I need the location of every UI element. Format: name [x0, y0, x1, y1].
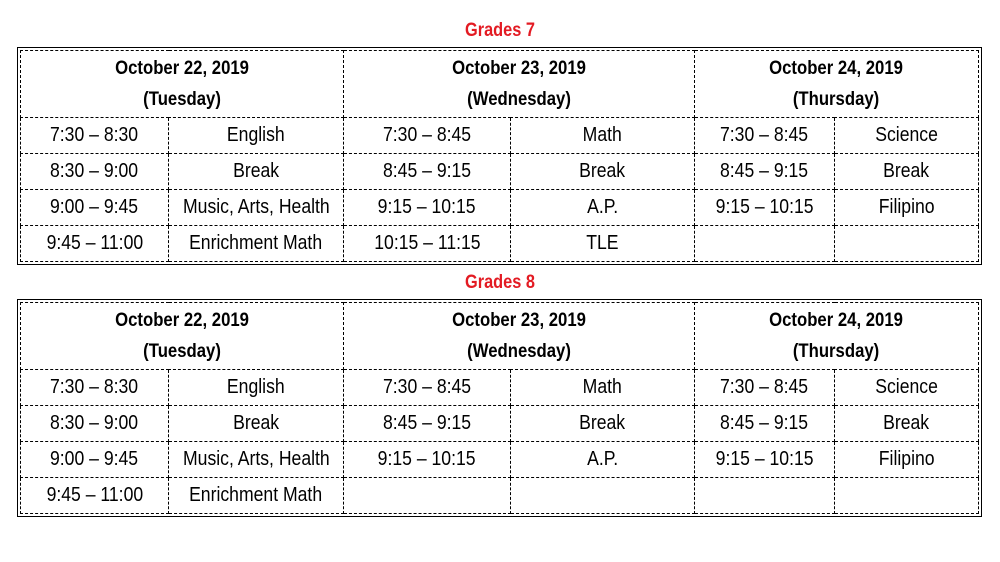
- time-cell: 8:45 – 9:15: [695, 154, 835, 190]
- time-cell: 7:30 – 8:45: [695, 118, 835, 154]
- subject-cell: TLE: [511, 226, 695, 262]
- subject-cell: Enrichment Math: [169, 226, 344, 262]
- subject-cell: [835, 478, 979, 514]
- day-date: October 24, 2019: [769, 58, 904, 79]
- subject-cell: Break: [511, 406, 695, 442]
- subject-cell: Enrichment Math: [169, 478, 344, 514]
- grade-8-schedule-table: [20, 302, 979, 514]
- subject-cell: Filipino: [835, 442, 979, 478]
- subject-cell: Break: [835, 154, 979, 190]
- day-weekday: (Wednesday): [467, 341, 571, 362]
- subject-cell: English: [169, 370, 344, 406]
- time-cell: 8:45 – 9:15: [344, 406, 511, 442]
- subject-cell: A.P.: [511, 442, 695, 478]
- day-weekday: (Tuesday): [143, 341, 221, 362]
- subject-cell: English: [169, 118, 344, 154]
- subject-cell: Music, Arts, Health: [169, 190, 344, 226]
- time-cell: 9:00 – 9:45: [21, 442, 169, 478]
- subject-cell: Math: [511, 118, 695, 154]
- subject-cell: [511, 478, 695, 514]
- time-cell: 8:45 – 9:15: [695, 406, 835, 442]
- table-header-row: [21, 51, 979, 118]
- time-cell: 7:30 – 8:30: [21, 118, 169, 154]
- day-date: October 24, 2019: [769, 310, 904, 331]
- subject-cell: Music, Arts, Health: [169, 442, 344, 478]
- day-header: [344, 303, 695, 370]
- grade-7-schedule-table: [20, 50, 979, 262]
- subject-cell: A.P.: [511, 190, 695, 226]
- day-date: October 22, 2019: [115, 310, 249, 331]
- table-row: [21, 190, 979, 226]
- subject-cell: Filipino: [835, 190, 979, 226]
- day-date: October 23, 2019: [452, 58, 586, 79]
- table-row: [21, 442, 979, 478]
- day-weekday: (Tuesday): [143, 89, 221, 110]
- subject-cell: Break: [835, 406, 979, 442]
- day-date: October 22, 2019: [115, 58, 249, 79]
- time-cell: 8:30 – 9:00: [21, 406, 169, 442]
- subject-cell: Science: [835, 118, 979, 154]
- day-header: [21, 303, 344, 370]
- time-cell: 9:45 – 11:00: [21, 478, 169, 514]
- day-weekday: (Thursday): [793, 341, 880, 362]
- subject-cell: Break: [511, 154, 695, 190]
- table-row: [21, 154, 979, 190]
- time-cell: 7:30 – 8:30: [21, 370, 169, 406]
- day-header: [695, 303, 979, 370]
- day-header: [344, 51, 695, 118]
- time-cell: 9:15 – 10:15: [344, 442, 511, 478]
- subject-cell: [835, 226, 979, 262]
- table-header-row: [21, 303, 979, 370]
- subject-cell: Math: [511, 370, 695, 406]
- time-cell: 9:45 – 11:00: [21, 226, 169, 262]
- day-date: October 23, 2019: [452, 310, 586, 331]
- time-cell: 9:15 – 10:15: [695, 190, 835, 226]
- time-cell: 10:15 – 11:15: [344, 226, 511, 262]
- grade-7-title: Grades 7: [465, 20, 535, 41]
- subject-cell: Break: [169, 406, 344, 442]
- table-row: [21, 370, 979, 406]
- time-cell: 7:30 – 8:45: [695, 370, 835, 406]
- table-row: [21, 406, 979, 442]
- table-row: [21, 226, 979, 262]
- day-header: [695, 51, 979, 118]
- time-cell: 7:30 – 8:45: [344, 118, 511, 154]
- subject-cell: Break: [169, 154, 344, 190]
- time-cell: [695, 226, 835, 262]
- time-cell: 8:45 – 9:15: [344, 154, 511, 190]
- subject-cell: Science: [835, 370, 979, 406]
- time-cell: 8:30 – 9:00: [21, 154, 169, 190]
- day-header: [21, 51, 344, 118]
- time-cell: 7:30 – 8:45: [344, 370, 511, 406]
- table-row: [21, 478, 979, 514]
- day-weekday: (Wednesday): [467, 89, 571, 110]
- time-cell: 9:00 – 9:45: [21, 190, 169, 226]
- day-weekday: (Thursday): [793, 89, 880, 110]
- table-row: [21, 118, 979, 154]
- time-cell: 9:15 – 10:15: [344, 190, 511, 226]
- time-cell: 9:15 – 10:15: [695, 442, 835, 478]
- time-cell: [695, 478, 835, 514]
- grade-8-title: Grades 8: [465, 272, 535, 293]
- time-cell: [344, 478, 511, 514]
